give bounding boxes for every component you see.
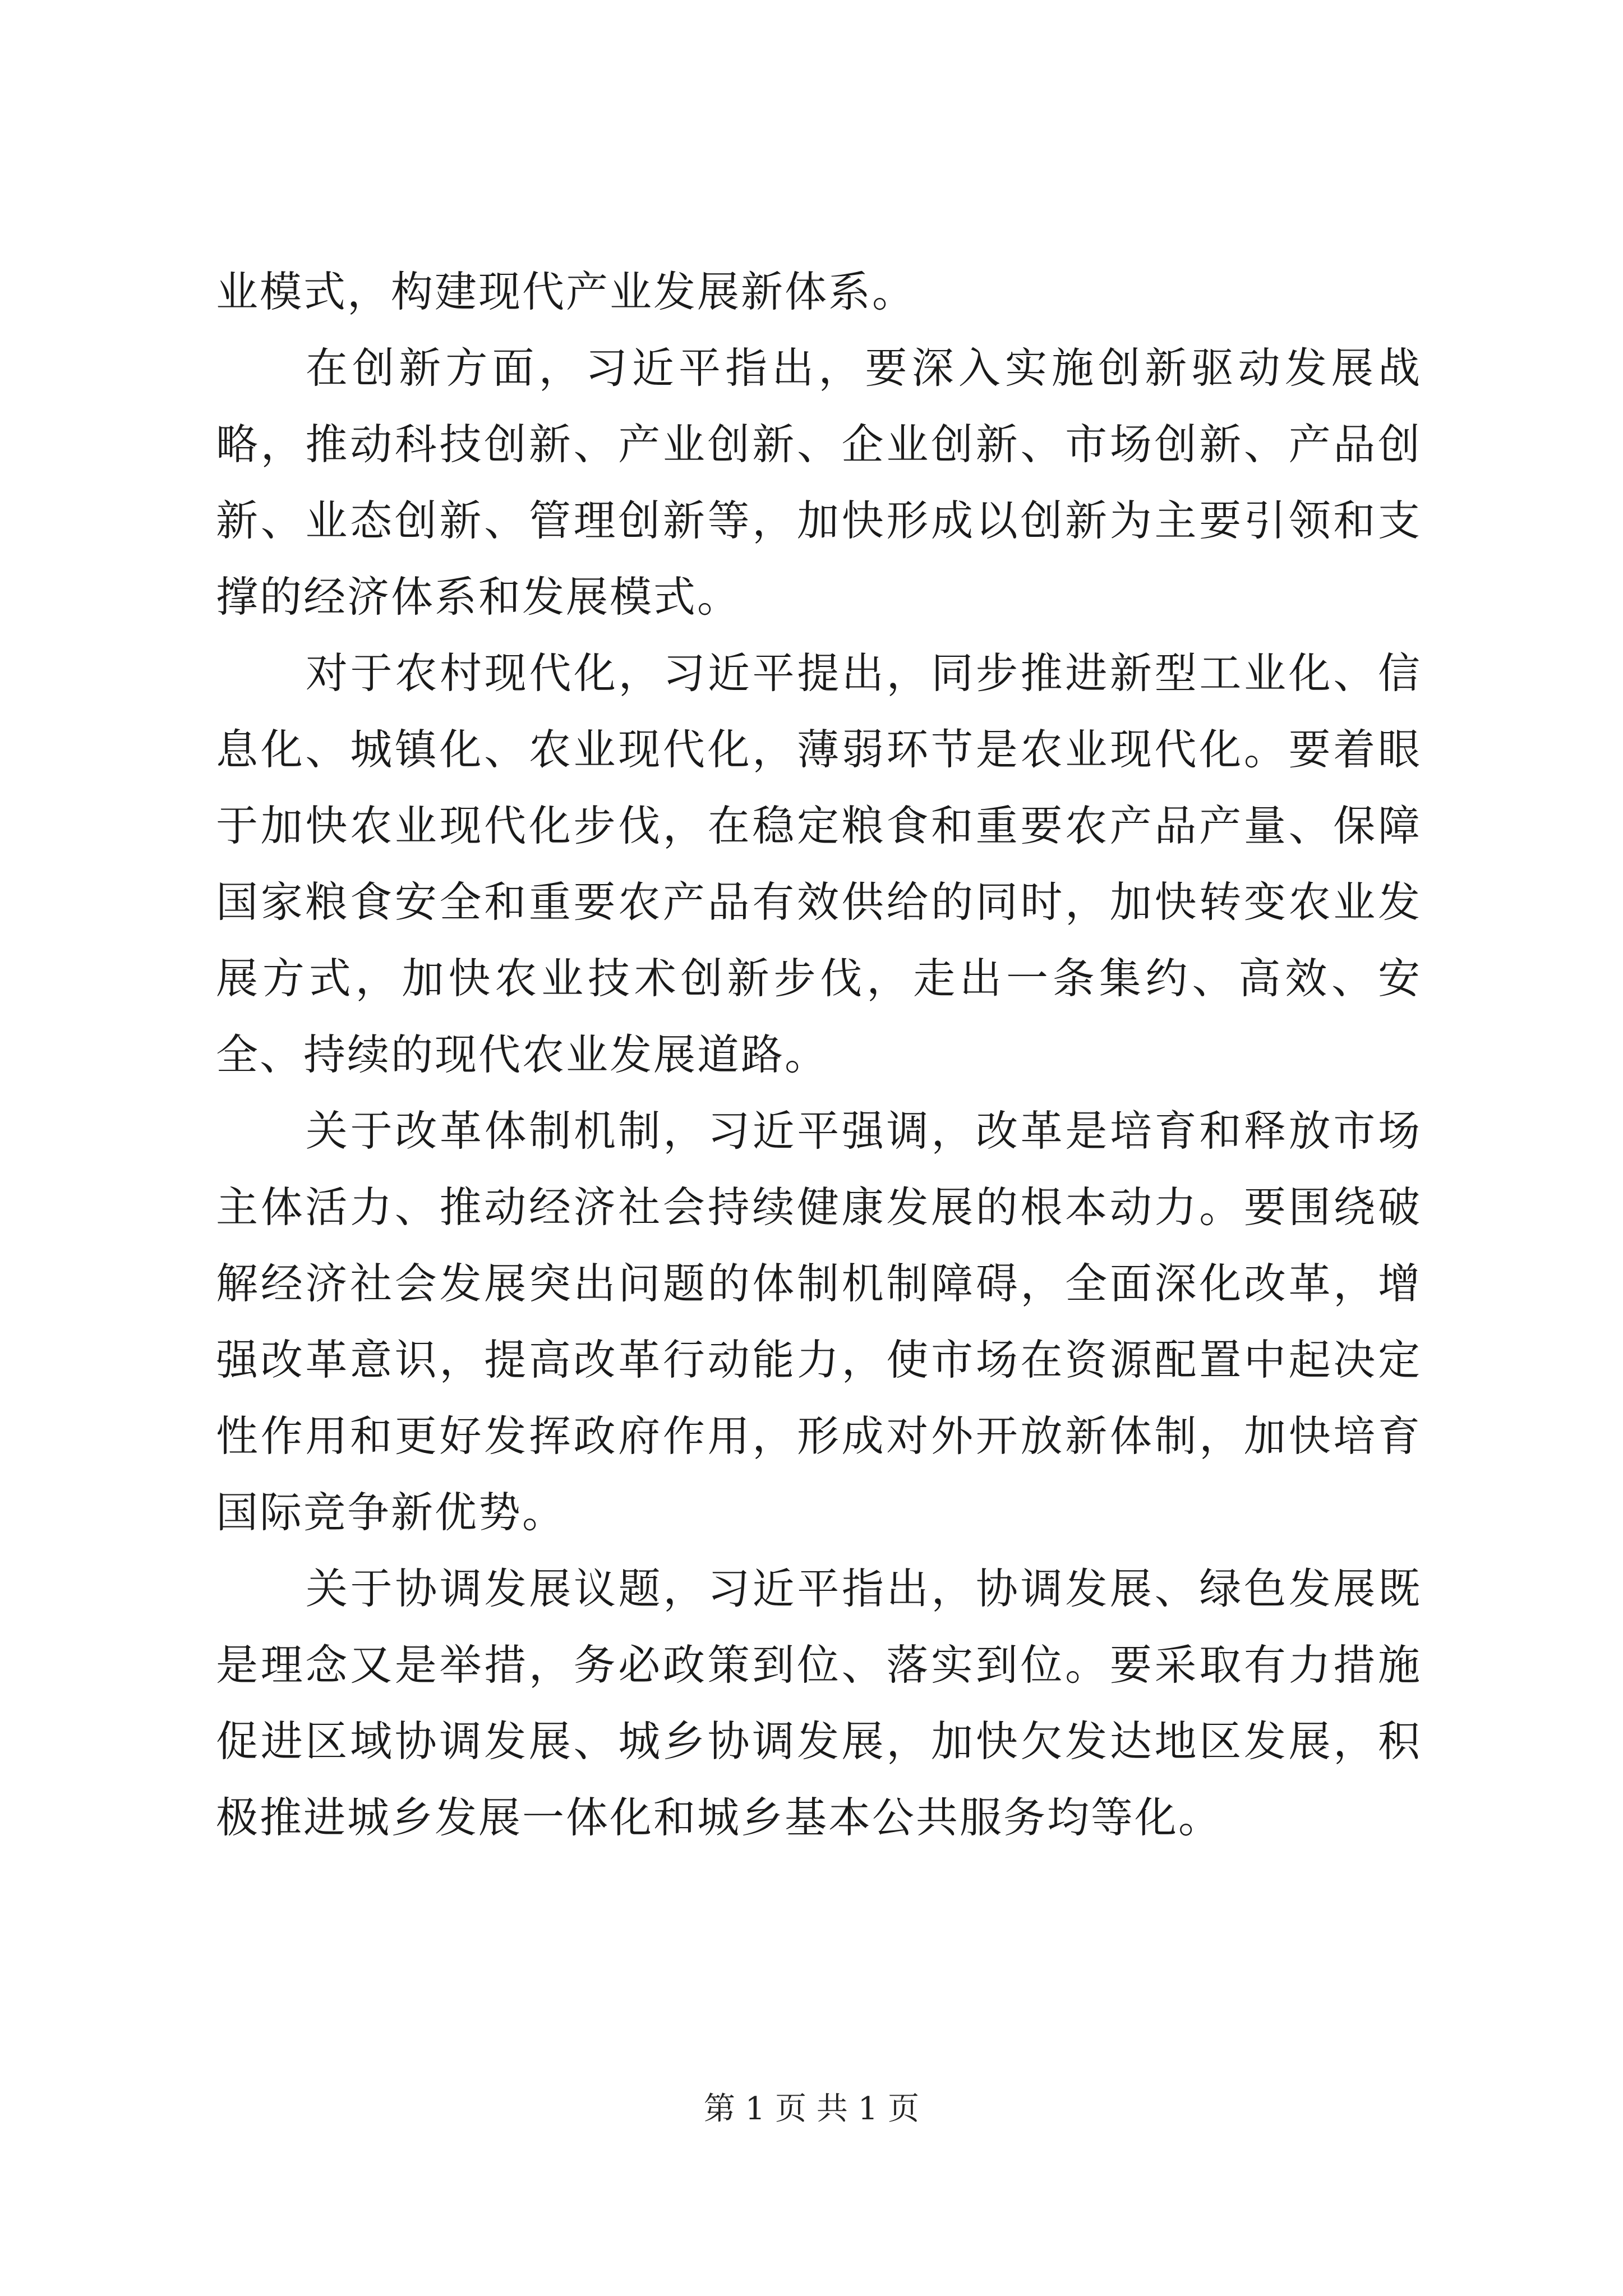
paragraph-5: 关于协调发展议题，习近平指出，协调发展、绿色发展既是理念又是举措，务必政策到位、落实到位。要采取有力措施促进区域协调发展、城乡协调发展，加快欠发达地区发展，积极推进城乡发展一体化和城乡基本公共服务均等化。: [216, 1564, 1422, 1842]
page-footer: 第 1 页 共 1 页: [703, 2091, 920, 2127]
document-body: [216, 254, 1422, 1856]
paragraph-1: 业模式，构建现代产业发展新体系。: [216, 267, 916, 316]
paragraph-4: 关于改革体制机制，习近平强调，改革是培育和释放市场主体活力、推动经济社会持续健康发展的根本动力。要围绕破解经济社会发展突出问题的体制机制障碍，全面深化改革，增强改革意识，提高改革行动能力，使市场在资源配置中起决定性作用和更好发挥政府作用，形成对外开放新体制，加快培育国际竞争新优势。: [216, 1106, 1422, 1537]
paragraph-2: 在创新方面，习近平指出，要深入实施创新驱动发展战略，推动科技创新、产业创新、企业创新、市场创新、产品创新、业态创新、管理创新等，加快形成以创新为主要引领和支撑的经济体系和发展模式。: [216, 343, 1422, 622]
paragraph-3: 对于农村现代化，习近平提出，同步推进新型工业化、信息化、城镇化、农业现代化，薄弱环节是农业现代化。要着眼于加快农业现代化步伐，在稳定粮食和重要农产品产量、保障国家粮食安全和重要农产品有效供给的同时，加快转变农业发展方式，加快农业技术创新步伐，走出一条集约、高效、安全、持续的现代农业发展道路。: [216, 648, 1422, 1079]
